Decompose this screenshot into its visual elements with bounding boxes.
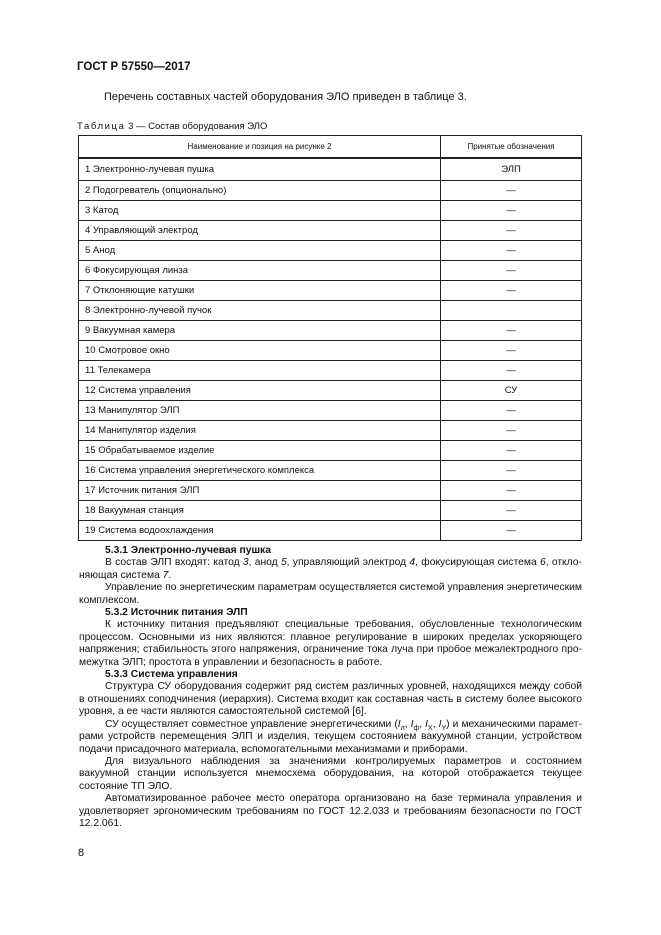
- table-caption-title: 3 — Состав оборудования ЭЛО: [128, 121, 268, 132]
- cell-abbr: —: [441, 261, 582, 281]
- table-row: [79, 261, 582, 281]
- cell-name: 2 Подогреватель (опционально): [79, 181, 441, 201]
- intro-text: Перечень составных частей оборудования ЭЛО приведен в таблице 3.: [104, 91, 467, 103]
- text-run: ,: [419, 718, 426, 730]
- cell-name: 17 Источник питания ЭЛП: [79, 481, 441, 501]
- ref-number: 4: [409, 557, 416, 569]
- table-header-row: [79, 136, 582, 159]
- cell-name: 16 Система управления энергетического комплекса: [79, 461, 441, 481]
- cell-name: 19 Система водоохлаждения: [79, 521, 441, 541]
- symbol: I: [410, 718, 414, 730]
- cell-name: 6 Фокусирующая линза: [79, 261, 441, 281]
- cell-abbr: —: [441, 421, 582, 441]
- cell-name: 5 Анод: [79, 241, 441, 261]
- table-row: [79, 521, 582, 541]
- cell-name: 1 Электронно-лучевая пушка: [79, 158, 441, 181]
- symbol-sub: X: [428, 724, 433, 732]
- text-run: ,: [404, 718, 411, 730]
- cell-abbr: —: [441, 181, 582, 201]
- cell-name: 3 Катод: [79, 201, 441, 221]
- cell-abbr: —: [441, 241, 582, 261]
- standard-header: ГОСТ Р 57550—2017: [77, 61, 191, 73]
- table-row: [79, 401, 582, 421]
- paragraph: [79, 719, 582, 756]
- section-heading-5-3-2: 5.3.2 Источник питания ЭЛП: [105, 607, 248, 619]
- cell-abbr: —: [441, 441, 582, 461]
- text-run: ,: [432, 718, 439, 730]
- cell-abbr: —: [441, 341, 582, 361]
- cell-abbr: СУ: [441, 381, 582, 401]
- table-row: [79, 381, 582, 401]
- cell-abbr: —: [441, 321, 582, 341]
- table-row: [79, 461, 582, 481]
- symbol: I: [397, 718, 401, 730]
- cell-abbr: —: [441, 501, 582, 521]
- text-run: СУ осуществляет совместное управление энергетическими (: [105, 718, 398, 730]
- table-row: [79, 181, 582, 201]
- symbol: I: [425, 718, 429, 730]
- table-row: [79, 201, 582, 221]
- symbol-sub: Y: [441, 724, 447, 732]
- cell-abbr: —: [441, 401, 582, 421]
- section-heading-5-3-3: 5.3.3 Система управления: [105, 669, 238, 681]
- paragraph: Структура СУ оборудования содержит ряд систем различных уровней, находящихся между собой в отношениях соподчинения (иерархия). Система входит как составная часть в систему более высокого уровня, а ее части являются самостоятельной системой [6].: [79, 681, 582, 718]
- page-number: 8: [78, 847, 85, 859]
- cell-name: 13 Манипулятор ЭЛП: [79, 401, 441, 421]
- cell-name: 4 Управляющий электрод: [79, 221, 441, 241]
- column-header-abbr: Принятые обозначения: [441, 136, 582, 159]
- cell-name: 10 Смотровое окно: [79, 341, 441, 361]
- equipment-table: [78, 135, 582, 541]
- cell-name: 8 Электронно-лучевой пучок: [79, 301, 441, 321]
- section-heading-5-3-1: 5.3.1 Электронно-лучевая пушка: [105, 545, 271, 556]
- table-row: [79, 501, 582, 521]
- table-row: [79, 341, 582, 361]
- text-run: , фокусирующая система: [415, 557, 540, 569]
- table-row: [79, 361, 582, 381]
- paragraph: [79, 557, 582, 582]
- paragraph: Автоматизированное рабочее место оператора организовано на базе терминала управления и удовлетворяет эргономическим требованиям по ГОСТ 12.2.033 и требованиям безопасности по ГОСТ 12.2.061.: [79, 793, 582, 829]
- table-caption: [77, 121, 267, 132]
- cell-abbr: [441, 301, 582, 321]
- table-row: [79, 481, 582, 501]
- paragraph: К источнику питания предъявляют специальные требования, обусловленные технологическим процессом. Основными из них являются: плавное регулирование в широких пределах ускоряющего напряжения; стабильность этого напряжения, ограничение тока луча при пробое межэлектродного промежутка ЭЛП; простота в управлении и безопасность в работе.: [79, 619, 582, 668]
- table-row: [79, 301, 582, 321]
- cell-abbr: ЭЛП: [441, 158, 582, 181]
- cell-abbr: —: [441, 361, 582, 381]
- ref-number: 7: [162, 569, 169, 581]
- symbol: I: [438, 718, 442, 730]
- cell-abbr: —: [441, 461, 582, 481]
- text-run: .: [168, 569, 172, 581]
- text-run: , анод: [248, 557, 281, 569]
- cell-name: 18 Вакуумная станция: [79, 501, 441, 521]
- paragraph: Для визуального наблюдения за значениями контролируемых параметров и состоянием вакуумной станции используется мнемосхема оборудования, на которой отображается текущее состояние ТП ЭЛО.: [79, 755, 582, 792]
- table-row: [79, 241, 582, 261]
- body-text: [79, 545, 582, 830]
- cell-abbr: —: [441, 281, 582, 301]
- paragraph: Управление по энергетическим параметрам осуществляется системой управления энергетическим комплексом.: [79, 582, 582, 606]
- table-row: [79, 321, 582, 341]
- cell-abbr: —: [441, 201, 582, 221]
- cell-name: 15 Обрабатываемое изделие: [79, 441, 441, 461]
- text-run: В состав ЭЛП входят: катод: [105, 557, 243, 569]
- cell-abbr: —: [441, 521, 582, 541]
- cell-name: 14 Манипулятор изделия: [79, 421, 441, 441]
- table-row: [79, 158, 582, 181]
- cell-name: 12 Система управления: [79, 381, 441, 401]
- ref-number: 5: [280, 557, 287, 569]
- text-run: , отклоняющая система: [79, 557, 582, 581]
- cell-name: 9 Вакуумная камера: [79, 321, 441, 341]
- cell-abbr: —: [441, 221, 582, 241]
- table-row: [79, 221, 582, 241]
- cell-name: 7 Отклоняющие катушки: [79, 281, 441, 301]
- cell-name: 11 Телекамера: [79, 361, 441, 381]
- ref-number: 3: [242, 557, 249, 569]
- table-row: [79, 281, 582, 301]
- symbol-sub: л: [400, 724, 405, 732]
- table-caption-word: Таблица: [77, 121, 126, 132]
- text-run: , управляющий электрод: [286, 557, 410, 569]
- ref-number: 6: [539, 557, 546, 569]
- cell-abbr: —: [441, 481, 582, 501]
- symbol-sub: ф: [413, 724, 420, 732]
- text-run: ) и механическими параметрами устройств перемещения ЭЛП и изделия, текущем состоянием вакуумной станции, устройством подачи присадочного материала, вспомогательными механизмами и приборами.: [79, 718, 582, 755]
- table-row: [79, 421, 582, 441]
- column-header-name: Наименование и позиция на рисунке 2: [79, 136, 441, 159]
- table-row: [79, 441, 582, 461]
